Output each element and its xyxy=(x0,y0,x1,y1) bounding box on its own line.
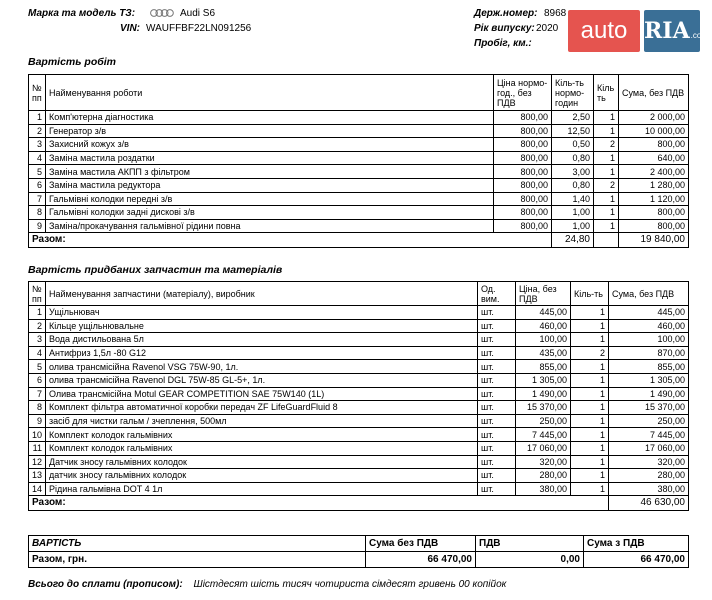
parts-cell: 1 490,00 xyxy=(516,387,571,401)
parts-cell: 3 xyxy=(29,333,46,347)
summary-sum-with-vat: 66 470,00 xyxy=(584,552,689,568)
parts-cell: 250,00 xyxy=(609,414,689,428)
summary-table xyxy=(28,535,689,568)
parts-cell: 435,00 xyxy=(516,346,571,360)
parts-h-unit: Од. вим. xyxy=(478,282,516,306)
parts-cell: 5 xyxy=(29,360,46,374)
parts-cell: 1 xyxy=(571,441,609,455)
works-cell: 800,00 xyxy=(619,206,689,220)
parts-cell: 1 xyxy=(571,414,609,428)
summary-sum-no-vat: 66 470,00 xyxy=(366,552,476,568)
parts-cell: 100,00 xyxy=(609,333,689,347)
parts-row xyxy=(29,441,689,455)
works-table xyxy=(28,74,689,248)
works-row xyxy=(29,138,689,152)
parts-h-price: Ціна, без ПДВ xyxy=(516,282,571,306)
words-value: Шістдесят шість тисяч чотириста сімдесят гривень 00 копійок xyxy=(193,579,507,590)
parts-total-label: Разом: xyxy=(29,496,609,511)
reg-label: Держ.номер: xyxy=(474,8,538,19)
parts-cell: 320,00 xyxy=(516,455,571,469)
parts-cell: олива трансмісійна Ravenol DGL 75W-85 GL-5+, 1л. xyxy=(46,373,478,387)
audi-rings-icon xyxy=(150,8,174,18)
works-cell: 2 000,00 xyxy=(619,111,689,125)
parts-cell: 14 xyxy=(29,482,46,496)
works-cell: 12,50 xyxy=(552,124,594,138)
make-label: Марка та модель ТЗ: xyxy=(28,8,136,19)
parts-cell: 280,00 xyxy=(516,469,571,483)
works-cell: 8 xyxy=(29,206,46,220)
works-cell: 640,00 xyxy=(619,151,689,165)
works-total-hours: 24,80 xyxy=(552,233,594,248)
works-cell: Гальмівні колодки передні з/в xyxy=(46,192,494,206)
parts-cell: Ущільнювач xyxy=(46,306,478,320)
works-cell: 1 xyxy=(594,151,619,165)
parts-row xyxy=(29,469,689,483)
works-cell: Заміна мастила роздатки xyxy=(46,151,494,165)
parts-row xyxy=(29,319,689,333)
parts-cell: 1 xyxy=(571,373,609,387)
parts-cell: 2 xyxy=(29,319,46,333)
parts-table xyxy=(28,281,689,511)
parts-cell: 1 xyxy=(571,401,609,415)
works-cell: 1,00 xyxy=(552,206,594,220)
works-cell: 1 120,00 xyxy=(619,192,689,206)
vin-label: VIN: xyxy=(120,23,140,34)
works-row xyxy=(29,219,689,233)
parts-cell: 1 305,00 xyxy=(609,373,689,387)
parts-cell: 12 xyxy=(29,455,46,469)
works-cell: 0,50 xyxy=(552,138,594,152)
parts-row xyxy=(29,306,689,320)
works-cell: 800,00 xyxy=(494,178,552,192)
parts-cell: 445,00 xyxy=(609,306,689,320)
works-cell: Комп'ютерна діагностика xyxy=(46,111,494,125)
works-title: Вартість робіт xyxy=(28,56,116,68)
works-cell: 1 xyxy=(594,111,619,125)
works-cell: 2 xyxy=(594,138,619,152)
parts-cell: шт. xyxy=(478,333,516,347)
parts-header-row xyxy=(29,282,689,306)
parts-cell: 1 xyxy=(571,306,609,320)
summary-h-no-vat: Сума без ПДВ xyxy=(366,536,476,552)
parts-row xyxy=(29,414,689,428)
works-cell: 800,00 xyxy=(494,111,552,125)
parts-h-sum: Сума, без ПДВ xyxy=(609,282,689,306)
parts-total-row xyxy=(29,496,689,511)
parts-cell: 13 xyxy=(29,469,46,483)
parts-cell: датчик зносу гальмівних колодок xyxy=(46,469,478,483)
works-header-row xyxy=(29,75,689,111)
works-cell: 2 xyxy=(29,124,46,138)
parts-row xyxy=(29,333,689,347)
works-h-num: № пп xyxy=(29,75,46,111)
parts-cell: 1 xyxy=(571,319,609,333)
works-cell: 3,00 xyxy=(552,165,594,179)
parts-title: Вартість придбаних запчастин та матеріалів xyxy=(28,264,283,276)
parts-cell: 1 xyxy=(571,360,609,374)
parts-cell: 7 445,00 xyxy=(609,428,689,442)
parts-cell: 6 xyxy=(29,373,46,387)
parts-cell: шт. xyxy=(478,373,516,387)
parts-cell: Антифриз 1,5л -80 G12 xyxy=(46,346,478,360)
parts-cell: 7 xyxy=(29,387,46,401)
works-h-name: Найменування роботи xyxy=(46,75,494,111)
parts-cell: шт. xyxy=(478,387,516,401)
works-cell: 800,00 xyxy=(494,192,552,206)
works-cell: 3 xyxy=(29,138,46,152)
parts-cell: 320,00 xyxy=(609,455,689,469)
parts-cell: Кільце ущільнювальне xyxy=(46,319,478,333)
parts-cell: 855,00 xyxy=(516,360,571,374)
parts-cell: шт. xyxy=(478,319,516,333)
parts-cell: 9 xyxy=(29,414,46,428)
parts-h-name: Найменування запчастини (матеріалу), виробник xyxy=(46,282,478,306)
parts-cell: 7 445,00 xyxy=(516,428,571,442)
parts-cell: 17 060,00 xyxy=(516,441,571,455)
parts-cell: 380,00 xyxy=(609,482,689,496)
parts-cell: 4 xyxy=(29,346,46,360)
works-cell: 1 xyxy=(594,165,619,179)
parts-cell: 15 370,00 xyxy=(516,401,571,415)
parts-cell: шт. xyxy=(478,346,516,360)
works-total-empty xyxy=(594,233,619,248)
works-cell: 4 xyxy=(29,151,46,165)
autoria-logo-auto: auto xyxy=(568,10,640,52)
vin-value: WAUFFBF22LN091256 xyxy=(146,23,252,34)
parts-cell: 445,00 xyxy=(516,306,571,320)
parts-row xyxy=(29,346,689,360)
parts-cell: 1 xyxy=(571,387,609,401)
parts-h-qty: Кіль-ть xyxy=(571,282,609,306)
summary-vat: 0,00 xyxy=(476,552,584,568)
works-cell: 800,00 xyxy=(494,206,552,220)
parts-cell: шт. xyxy=(478,482,516,496)
works-cell: 1 280,00 xyxy=(619,178,689,192)
parts-cell: 1 305,00 xyxy=(516,373,571,387)
parts-cell: шт. xyxy=(478,441,516,455)
parts-cell: шт. xyxy=(478,469,516,483)
works-cell: 1 xyxy=(29,111,46,125)
works-cell: Заміна/прокачування гальмівної рідини повна xyxy=(46,219,494,233)
parts-cell: 15 370,00 xyxy=(609,401,689,415)
works-h-price: Ціна нормо-год., без ПДВ xyxy=(494,75,552,111)
parts-cell: засіб для чистки гальм / зчеплення, 500мл xyxy=(46,414,478,428)
parts-row xyxy=(29,482,689,496)
words-label: Всього до сплати (прописом): xyxy=(28,579,183,590)
parts-cell: 855,00 xyxy=(609,360,689,374)
works-cell: Генератор з/в xyxy=(46,124,494,138)
parts-cell: 1 xyxy=(571,482,609,496)
parts-cell: 2 xyxy=(571,346,609,360)
ria-text: RIA xyxy=(644,18,690,44)
works-row xyxy=(29,124,689,138)
works-row xyxy=(29,111,689,125)
works-cell: Захисний кожух з/в xyxy=(46,138,494,152)
works-h-hours: Кіль-ть нормо-годин xyxy=(552,75,594,111)
works-cell: 2 xyxy=(594,178,619,192)
parts-row xyxy=(29,387,689,401)
works-cell: Заміна мастила АКПП з фільтром xyxy=(46,165,494,179)
parts-cell: 1 xyxy=(571,469,609,483)
reg-value: 8968 xyxy=(544,8,567,19)
parts-cell: 8 xyxy=(29,401,46,415)
parts-cell: 11 xyxy=(29,441,46,455)
works-cell: 800,00 xyxy=(494,124,552,138)
autoria-logo-ria xyxy=(644,10,708,52)
parts-cell: 280,00 xyxy=(609,469,689,483)
works-cell: 1,40 xyxy=(552,192,594,206)
make-value: Audi S6 xyxy=(180,8,216,19)
summary-h-vat: ПДВ xyxy=(476,536,584,552)
works-cell: 1,00 xyxy=(552,219,594,233)
parts-cell: шт. xyxy=(478,360,516,374)
works-row xyxy=(29,178,689,192)
works-row xyxy=(29,206,689,220)
works-cell: 6 xyxy=(29,178,46,192)
summary-h-cost: ВАРТІСТЬ xyxy=(29,536,366,552)
works-cell: 2 400,00 xyxy=(619,165,689,179)
parts-cell: шт. xyxy=(478,428,516,442)
works-h-sum: Сума, без ПДВ xyxy=(619,75,689,111)
works-cell: 1 xyxy=(594,192,619,206)
year-label: Рік випуску: xyxy=(474,23,535,34)
parts-cell: Олива трансмісійна Motul GEAR COMPETITION SAE 75W140 (1L) xyxy=(46,387,478,401)
parts-cell: 1 xyxy=(571,333,609,347)
works-cell: 800,00 xyxy=(494,138,552,152)
parts-cell: Датчик зносу гальмівних колодок xyxy=(46,455,478,469)
parts-cell: 460,00 xyxy=(609,319,689,333)
works-cell: 10 000,00 xyxy=(619,124,689,138)
parts-cell: 17 060,00 xyxy=(609,441,689,455)
parts-cell: 1 xyxy=(29,306,46,320)
parts-h-num: № пп xyxy=(29,282,46,306)
works-cell: 0,80 xyxy=(552,151,594,165)
parts-cell: 1 xyxy=(571,428,609,442)
amount-in-words xyxy=(28,579,506,590)
parts-cell: Комплект фільтра автоматичної коробки передач ZF LifeGuardFluid 8 xyxy=(46,401,478,415)
parts-total-sum: 46 630,00 xyxy=(609,496,689,511)
parts-cell: Комплект колодок гальмівних xyxy=(46,428,478,442)
works-cell: 800,00 xyxy=(494,219,552,233)
works-cell: 5 xyxy=(29,165,46,179)
works-cell: 1 xyxy=(594,206,619,220)
summary-total-row xyxy=(29,552,689,568)
works-cell: Гальмівні колодки задні дискові з/в xyxy=(46,206,494,220)
parts-cell: Рідина гальмівна DOT 4 1л xyxy=(46,482,478,496)
parts-cell: шт. xyxy=(478,455,516,469)
summary-row-label: Разом, грн. xyxy=(29,552,366,568)
parts-cell: Вода дистильована 5л xyxy=(46,333,478,347)
parts-cell: 100,00 xyxy=(516,333,571,347)
parts-cell: шт. xyxy=(478,401,516,415)
works-row xyxy=(29,192,689,206)
parts-row xyxy=(29,401,689,415)
summary-h-with-vat: Сума з ПДВ xyxy=(584,536,689,552)
works-total-row xyxy=(29,233,689,248)
works-row xyxy=(29,165,689,179)
parts-cell: 460,00 xyxy=(516,319,571,333)
works-cell: 1 xyxy=(594,219,619,233)
parts-cell: 250,00 xyxy=(516,414,571,428)
works-cell: 1 xyxy=(594,124,619,138)
works-cell: 800,00 xyxy=(494,165,552,179)
parts-cell: шт. xyxy=(478,306,516,320)
parts-cell: 870,00 xyxy=(609,346,689,360)
works-cell: 800,00 xyxy=(619,219,689,233)
works-total-label: Разом: xyxy=(29,233,552,248)
works-cell: 7 xyxy=(29,192,46,206)
parts-cell: шт. xyxy=(478,414,516,428)
works-cell: 800,00 xyxy=(619,138,689,152)
parts-cell: 1 xyxy=(571,455,609,469)
works-cell: 800,00 xyxy=(494,151,552,165)
mileage-label: Пробіг, км.: xyxy=(474,38,532,49)
summary-header-row xyxy=(29,536,689,552)
parts-cell: 1 490,00 xyxy=(609,387,689,401)
ria-com-text: .com xyxy=(690,31,708,40)
parts-cell: олива трансмісійна Ravenol VSG 75W-90, 1л. xyxy=(46,360,478,374)
parts-row xyxy=(29,373,689,387)
parts-cell: Комплект колодок гальмівних xyxy=(46,441,478,455)
parts-row xyxy=(29,360,689,374)
works-cell: Заміна мастила редуктора xyxy=(46,178,494,192)
year-value: 2020 xyxy=(536,23,559,34)
works-cell: 0,80 xyxy=(552,178,594,192)
parts-row xyxy=(29,455,689,469)
parts-cell: 380,00 xyxy=(516,482,571,496)
parts-row xyxy=(29,428,689,442)
works-total-sum: 19 840,00 xyxy=(619,233,689,248)
parts-cell: 10 xyxy=(29,428,46,442)
works-h-qty: Кіль ть xyxy=(594,75,619,111)
works-cell: 2,50 xyxy=(552,111,594,125)
works-cell: 9 xyxy=(29,219,46,233)
works-row xyxy=(29,151,689,165)
